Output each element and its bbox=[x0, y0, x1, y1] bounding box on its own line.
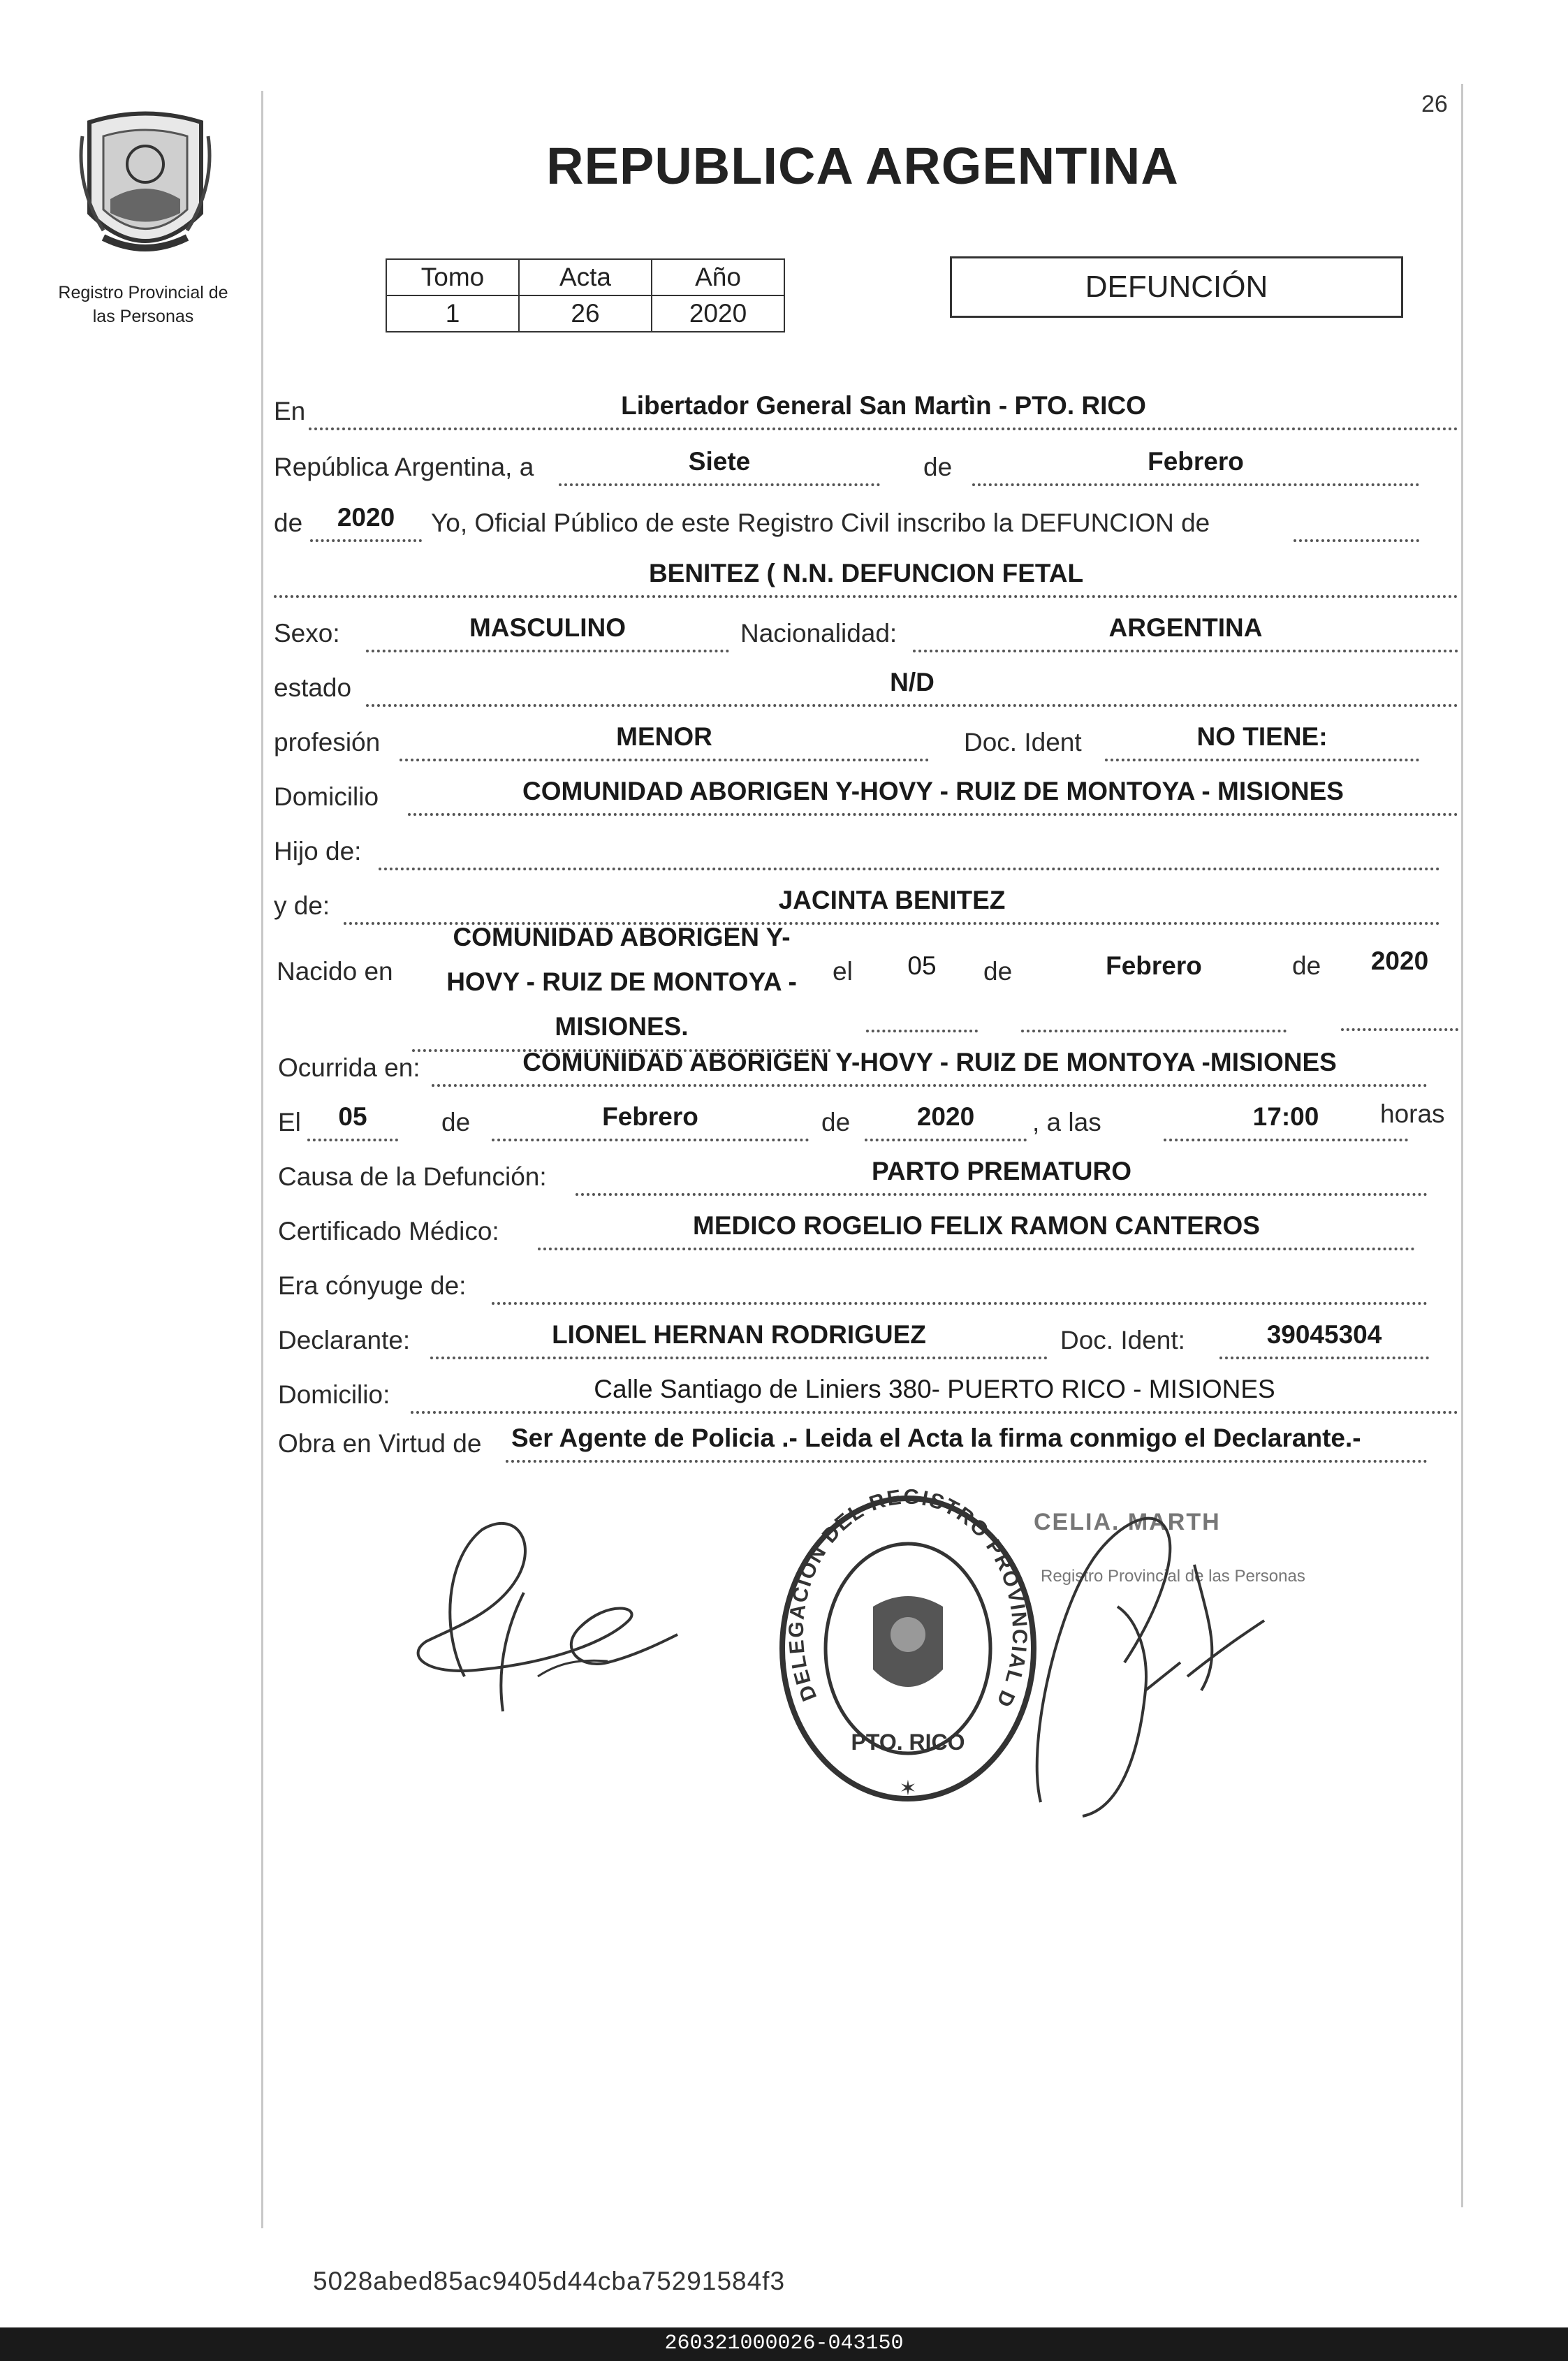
label-fecha-horas: horas bbox=[1380, 1099, 1445, 1128]
seal-bottom-text: PTO. RICO bbox=[851, 1730, 965, 1755]
label-nacido-de-2: de bbox=[1292, 951, 1321, 980]
label-declarante-doc: Doc. Ident: bbox=[1060, 1326, 1185, 1354]
field-intro-year bbox=[310, 500, 422, 542]
value-intro-year: 2020 bbox=[337, 503, 395, 532]
field-obra bbox=[506, 1421, 1428, 1463]
value-nacionalidad: ARGENTINA bbox=[1108, 613, 1263, 642]
label-fecha-el: El bbox=[278, 1108, 301, 1136]
field-domicilio-declarante bbox=[411, 1372, 1458, 1414]
row-nombre bbox=[274, 559, 1458, 598]
registry-header-row bbox=[386, 259, 784, 295]
registry-value-tomo: 1 bbox=[386, 295, 519, 332]
label-hijo-de: Hijo de: bbox=[274, 837, 362, 865]
value-domicilio: COMUNIDAD ABORIGEN Y-HOVY - RUIZ DE MONTOYA - MISIONES bbox=[522, 777, 1344, 805]
row-causa bbox=[274, 1157, 1458, 1196]
nacido-lugar-line-3: MISIONES. bbox=[412, 1004, 831, 1052]
value-declarante: LIONEL HERNAN RODRIGUEZ bbox=[552, 1320, 926, 1349]
field-nacionalidad bbox=[913, 611, 1458, 652]
label-declarante: Declarante: bbox=[278, 1326, 411, 1354]
seal-text: DELEGACION DEL REGISTRO PROVINCIAL D bbox=[784, 1488, 1032, 1712]
field-fecha-hora bbox=[1164, 1099, 1408, 1141]
field-fecha-mes bbox=[492, 1099, 809, 1141]
field-nacido-anio bbox=[1341, 946, 1458, 1031]
field-causa bbox=[576, 1154, 1428, 1196]
row-fecha bbox=[274, 1099, 1458, 1141]
label-nacido-en bbox=[277, 957, 393, 986]
field-nacido-mes bbox=[1021, 951, 1287, 1032]
field-declarante-doc bbox=[1219, 1317, 1429, 1359]
intro-text: Yo, Oficial Público de este Registro Civil inscribo la DEFUNCION de bbox=[431, 509, 1210, 537]
row-profesion bbox=[274, 722, 1458, 761]
registry-header-acta: Acta bbox=[519, 259, 652, 295]
left-margin-line bbox=[261, 91, 263, 2228]
value-domicilio-declarante: Calle Santiago de Liniers 380- PUERTO RICO - MISIONES bbox=[594, 1375, 1275, 1403]
document-hash: 5028abed85ac9405d44cba75291584f3 bbox=[313, 2267, 786, 2295]
value-causa: PARTO PREMATURO bbox=[871, 1157, 1132, 1185]
officer-stamp-line: Registro Provincial de las Personas bbox=[1041, 1567, 1305, 1586]
field-certificado bbox=[538, 1208, 1415, 1250]
label-fecha-a-las: , a las bbox=[1032, 1108, 1101, 1136]
value-obra: Ser Agente de Policia .- Leida el Acta la firma conmigo el Declarante.- bbox=[511, 1424, 1361, 1452]
label-republica-de: de bbox=[923, 453, 953, 481]
field-day bbox=[559, 444, 880, 486]
label-domicilio-declarante: Domicilio: bbox=[278, 1380, 390, 1409]
delegation-seal bbox=[768, 1488, 1048, 1809]
value-fecha-mes: Febrero bbox=[602, 1102, 698, 1131]
label-republica: República Argentina, a bbox=[274, 453, 534, 481]
field-conyuge bbox=[492, 1263, 1428, 1305]
field-en bbox=[309, 388, 1458, 430]
label-nacido-el: el bbox=[833, 957, 853, 986]
document-title: REPUBLICA ARGENTINA bbox=[546, 137, 1179, 195]
page-number: 26 bbox=[1421, 91, 1448, 117]
label-doc-ident: Doc. Ident bbox=[964, 728, 1082, 756]
field-domicilio bbox=[408, 774, 1458, 816]
value-estado: N/D bbox=[890, 668, 935, 696]
value-nombre: BENITEZ ( N.N. DEFUNCION FETAL bbox=[648, 559, 1084, 587]
label-en: En bbox=[274, 397, 306, 425]
field-ocurrida bbox=[432, 1045, 1428, 1087]
field-fecha-anio bbox=[865, 1099, 1027, 1141]
label-intro-de: de bbox=[274, 509, 303, 537]
row-hijo-de bbox=[274, 831, 1458, 870]
registry-header-tomo: Tomo bbox=[386, 259, 519, 295]
nacido-lugar-line-2: HOVY - RUIZ DE MONTOYA - bbox=[446, 967, 797, 996]
province-crest-icon bbox=[75, 108, 215, 262]
field-nacido-lugar bbox=[412, 915, 831, 1052]
registry-value-acta: 26 bbox=[519, 295, 652, 332]
row-ocurrida bbox=[274, 1048, 1458, 1087]
row-republica bbox=[274, 447, 1458, 486]
label-certificado: Certificado Médico: bbox=[278, 1217, 499, 1245]
svg-text:✶: ✶ bbox=[899, 1777, 917, 1800]
value-nacido-dia: 05 bbox=[907, 951, 937, 980]
value-ocurrida: COMUNIDAD ABORIGEN Y-HOVY - RUIZ DE MONTOYA -MISIONES bbox=[522, 1048, 1337, 1076]
label-estado: estado bbox=[274, 673, 352, 702]
field-profesion bbox=[400, 719, 929, 761]
label-causa: Causa de la Defunción: bbox=[278, 1162, 547, 1191]
registry-table bbox=[386, 258, 785, 332]
label-nacionalidad: Nacionalidad: bbox=[740, 619, 897, 648]
crest-label-line-2: las Personas bbox=[92, 307, 194, 326]
label-profesion: profesión bbox=[274, 728, 381, 756]
label-obra: Obra en Virtud de bbox=[278, 1429, 482, 1458]
field-month bbox=[972, 444, 1419, 486]
field-nacido-dia bbox=[866, 951, 978, 1032]
officer-signature bbox=[1013, 1481, 1278, 1830]
row-en bbox=[274, 391, 1458, 430]
value-doc-ident: NO TIENE: bbox=[1196, 722, 1328, 751]
act-type-box: DEFUNCIÓN bbox=[950, 256, 1403, 318]
label-fecha-de-2: de bbox=[821, 1108, 851, 1136]
registry-value-row bbox=[386, 295, 784, 332]
value-fecha-hora: 17:00 bbox=[1252, 1102, 1319, 1131]
field-estado bbox=[366, 665, 1458, 707]
crest-label bbox=[28, 281, 258, 328]
right-margin-line bbox=[1461, 84, 1463, 2207]
field-doc-ident bbox=[1105, 719, 1419, 761]
label-nacido-en-text: Nacido en bbox=[277, 957, 393, 986]
row-certificado bbox=[274, 1211, 1458, 1250]
field-nombre bbox=[274, 556, 1458, 598]
label-nacido-de-1: de bbox=[983, 957, 1013, 986]
label-ocurrida: Ocurrida en: bbox=[278, 1053, 420, 1082]
field-declarante bbox=[430, 1317, 1048, 1359]
row-intro bbox=[274, 503, 1458, 542]
value-profesion: MENOR bbox=[616, 722, 712, 751]
field-hijo-de bbox=[379, 828, 1440, 870]
value-month: Febrero bbox=[1148, 447, 1244, 476]
label-domicilio: Domicilio bbox=[274, 782, 379, 811]
row-sexo bbox=[274, 613, 1458, 652]
row-obra bbox=[274, 1424, 1458, 1463]
value-nacido-anio: 2020 bbox=[1370, 946, 1429, 975]
nacido-lugar-line-1: COMUNIDAD ABORIGEN Y- bbox=[453, 923, 791, 951]
declarant-signature bbox=[398, 1502, 691, 1725]
label-sexo: Sexo: bbox=[274, 619, 340, 648]
field-intro-tail bbox=[1294, 500, 1419, 542]
row-declarante bbox=[274, 1320, 1458, 1359]
value-declarante-doc: 39045304 bbox=[1266, 1320, 1382, 1349]
footer-id: 260321000026-043150 bbox=[664, 2332, 904, 2355]
label-fecha-de-1: de bbox=[441, 1108, 471, 1136]
value-day: Siete bbox=[688, 447, 751, 476]
row-domicilio-declarante bbox=[274, 1375, 1458, 1414]
value-fecha-anio: 2020 bbox=[916, 1102, 975, 1131]
field-fecha-dia bbox=[307, 1099, 398, 1141]
value-sexo: MASCULINO bbox=[469, 613, 627, 642]
footer-bar bbox=[0, 2327, 1568, 2361]
registry-header-anio: Año bbox=[652, 259, 784, 295]
value-y-de: JACINTA BENITEZ bbox=[778, 886, 1006, 914]
label-conyuge: Era cónyuge de: bbox=[278, 1271, 467, 1300]
row-estado bbox=[274, 668, 1458, 707]
value-en: Libertador General San Martìn - PTO. RICO bbox=[621, 391, 1146, 420]
value-certificado: MEDICO ROGELIO FELIX RAMON CANTEROS bbox=[693, 1211, 1260, 1240]
registry-value-anio: 2020 bbox=[652, 295, 784, 332]
crest-label-line-1: Registro Provincial de bbox=[58, 283, 228, 302]
value-fecha-dia: 05 bbox=[338, 1102, 367, 1131]
field-sexo bbox=[366, 611, 729, 652]
officer-stamp-name: CELIA. MARTH bbox=[1034, 1509, 1221, 1535]
value-nacido-mes: Febrero bbox=[1106, 951, 1202, 980]
label-y-de: y de: bbox=[274, 891, 330, 920]
row-domicilio bbox=[274, 777, 1458, 816]
row-conyuge bbox=[274, 1266, 1458, 1305]
